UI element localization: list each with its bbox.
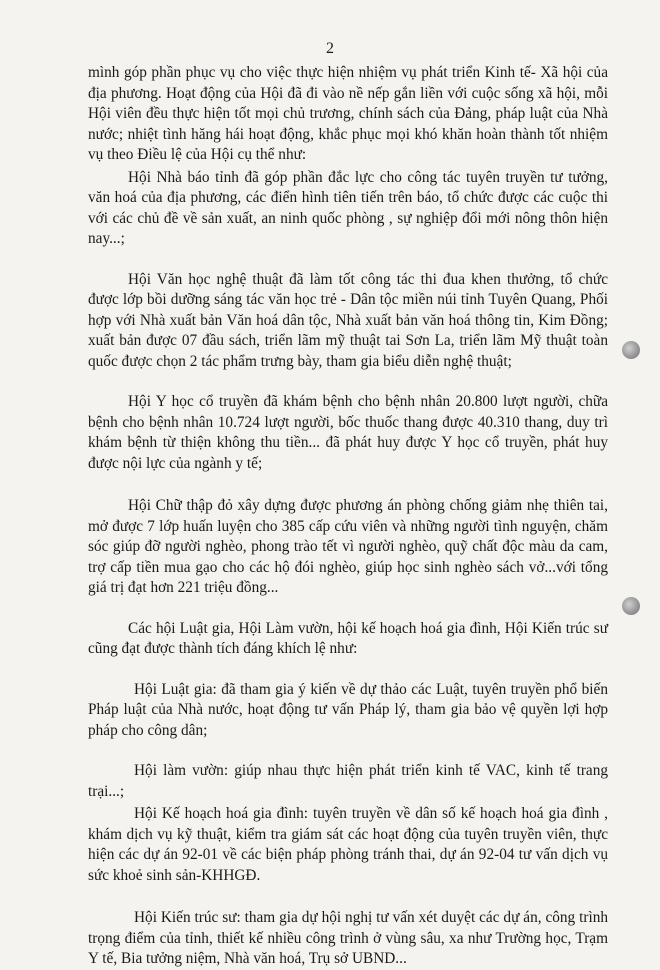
document-body [88, 63, 608, 970]
page-number: 2 [326, 40, 334, 57]
paragraph-literature-arts: Hội Văn học nghệ thuật đã làm tốt công tác thi đua khen thưởng, tổ chức được lớp bồi dưỡng sáng tác văn học trẻ - Dân tộc miền núi tỉnh Tuyên Quang, Phối hợp với Nhà xuất bản Văn hoá dân tộc, Nhà xuất bản văn hoá thông tin, Kim Đồng; xuất bản được 07 đầu sách, triển lãm mỹ thuật tai Sơn La, triển lãm Mỹ thuật toàn quốc được chọn 2 tác phẩm trưng bày, tham gia biểu diễn nghệ thuật; [88, 270, 608, 370]
paragraph-gardeners: Hội làm vườn: giúp nhau thực hiện phát triển kinh tế VAC, kinh tế trang trại...; [88, 762, 608, 800]
paragraph-lawyers: Hội Luật gia: đã tham gia ý kiến về dự thảo các Luật, tuyên truyền phổ biến Pháp luật của Nhà nước, hoạt động tư vấn Pháp lý, tham gia bảo vệ quyền lợi hợp pháp cho công dân; [88, 680, 608, 739]
paragraph-architects: Hội Kiến trúc sư: tham gia dự hội nghị tư vấn xét duyệt các dự án, công trình trọng điểm của tỉnh, thiết kế nhiều công trình ở vùng sâu, xa như Trường học, Trạm Y tế, Bia tưởng niệm, Nhà văn hoá, Trụ sở UBND... [88, 909, 608, 967]
paragraph-family-planning: Hội Kế hoạch hoá gia đình: tuyên truyền về dân số kế hoạch hoá gia đình , khám dịch vụ kỹ thuật, kiểm tra giám sát các hoạt động của tuyên truyền viên, thực hiện các dự án 92-01 về các biện pháp phòng tránh thai, dự án 92-04 tư vấn dịch vụ sức khoẻ sinh sản-KHHGĐ. [88, 805, 608, 884]
punch-hole-upper [622, 341, 640, 359]
paragraph-intro: mình góp phần phục vụ cho việc thực hiện nhiệm vụ phát triển Kinh tế- Xã hội của địa phương. Hoạt động của Hội đã đi vào nề nếp gắn liền với cuộc sống xã hội, mỗi Hội viên đều thực hiện tốt mọi chủ trương, chính sách của Đảng, pháp luật của Nhà nước; nhiệt tình hăng hái hoạt động, khắc phục mọi khó khăn hoàn thành tốt nhiệm vụ theo Điều lệ của Hội cụ thể như: [88, 64, 608, 163]
paragraph-journalists: Hội Nhà báo tỉnh đã góp phần đắc lực cho công tác tuyên truyền tư tưởng, văn hoá của địa phương, các điển hình tiên tiến trên báo, tổ chức được các cuộc thi với các chủ đề về sản xuất, an ninh quốc phòng , sự nghiệp đổi mới nông thôn hiện nay...; [88, 168, 608, 247]
paragraph-traditional-medicine: Hội Y học cổ truyền đã khám bệnh cho bệnh nhân 20.800 lượt người, chữa bệnh cho bệnh nhân 10.724 lượt người, bốc thuốc thang được 40.310 thang, duy trì khám bệnh từ thiện không thu tiền... đã phát huy được Y học cổ truyền, phát huy được nội lực của ngành y tế; [88, 393, 608, 472]
paragraph-other-associations: Các hội Luật gia, Hội Làm vườn, hội kế hoạch hoá gia đình, Hội Kiến trúc sư cũng đạt được thành tích đáng khích lệ như: [88, 619, 608, 657]
punch-hole-lower [622, 597, 640, 615]
paragraph-red-cross: Hội Chữ thập đỏ xây dựng được phương án phòng chống giảm nhẹ thiên tai, mở được 7 lớp huấn luyện cho 385 cấp cứu viên và những người tình nguyện, chăm sóc giúp đỡ người nghèo, phong trào tết vì người nghèo, quỹ chất độc màu da cam, trợ cấp tiền mua gạo cho các hộ đói nghèo, giúp học sinh nghèo sách vở...với tổng giá trị đạt hơn 221 triệu đồng... [88, 497, 608, 596]
